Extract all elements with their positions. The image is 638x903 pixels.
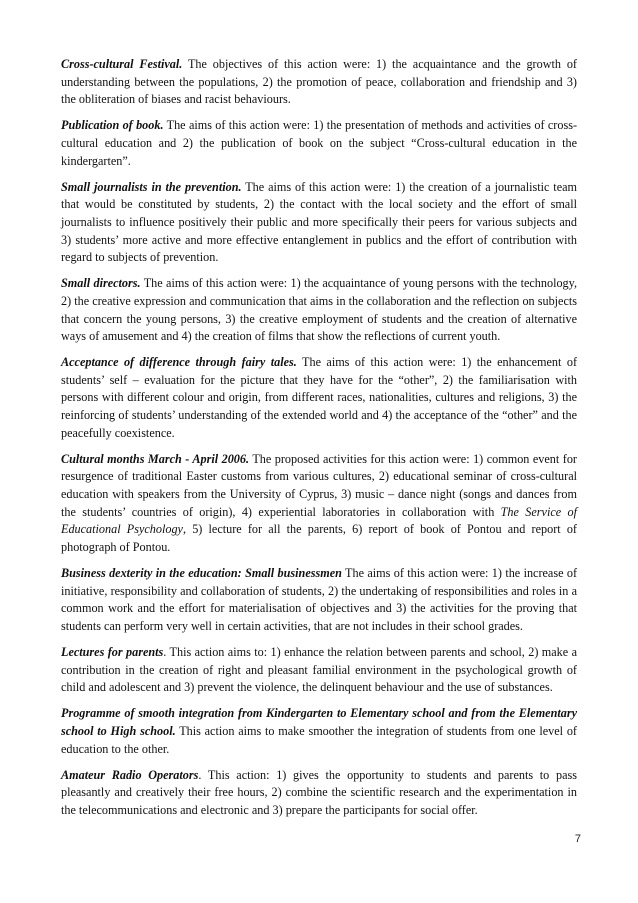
- paragraph-title-suffix: .: [163, 644, 167, 659]
- paragraph-cross-cultural-festival: [61, 56, 577, 109]
- paragraph-smooth-integration: [61, 705, 577, 758]
- paragraph-small-journalists: [61, 179, 577, 267]
- paragraph-amateur-radio: [61, 767, 577, 820]
- paragraph-text-after: , 5) lecture for all the parents, 6) report of book of Pontou and report of photograph of Pontou.: [61, 522, 577, 554]
- paragraph-small-directors: [61, 275, 577, 345]
- paragraph-title-suffix: .: [198, 767, 202, 782]
- paragraph-text: The aims of this action were: 1) the enhancement of students’ self – evaluation for the picture that they have for the “other”, 2) the familiarisation with persons with different colour and origin, from different races, nationalities, cultures and religions, 3) the reinforcing of students’ understanding of the extended world and 4) the acceptance of the “other” and the peacefully coexistence.: [61, 355, 577, 440]
- paragraph-title: Cross-cultural Festival.: [61, 57, 183, 71]
- paragraph-text: The aims of this action were: 1) the increase of initiative, responsibility and collaboration of students, 2) the undertaking of responsibilities and roles in a common work and the effort for materialisation of objectives and 3) the activities for the proving that students can perform very well in certain activities, that are not includes in their school grades.: [61, 566, 578, 633]
- paragraph-title: Acceptance of difference through fairy tales.: [61, 355, 297, 370]
- paragraph-text: The aims of this action were: 1) the acquaintance of young persons with the technology, 2) the creative expression and communication that aims in the collaboration and the reflection on subjects that concern the young persons, 3) the creative employment of students and the creation of alternative ways of amusement and 4) the creation of films that show the reflections of current youth.: [61, 276, 577, 344]
- paragraph-text: This action aims to make smoother the integration of students from one level of education to the other.: [61, 723, 577, 756]
- paragraph-cultural-months: [61, 451, 577, 557]
- paragraph-text: The objectives of this action were: 1) the acquaintance and the growth of understanding between the populations, 2) the promotion of peace, collaboration and friendship and 3) the obliteration of biases and racist behaviours.: [61, 57, 577, 107]
- paragraph-publication-of-book: [61, 117, 577, 170]
- paragraph-title: Programme of smooth integration from Kindergarten to Elementary school and from the Elementary school to High school.: [61, 706, 577, 738]
- paragraph-title: Cultural months March - April 2006.: [61, 451, 250, 466]
- paragraph-title: Small directors.: [61, 276, 141, 291]
- paragraph-title: Publication of book.: [61, 118, 164, 133]
- paragraph-text: The aims of this action were: 1) the presentation of methods and activities of cross-cultural education and 2) the publication of book on the subject “Cross-cultural education in the kindergarten”.: [61, 118, 577, 168]
- paragraph-acceptance-of-difference: [61, 354, 577, 442]
- paragraph-title: Business dexterity in the education: Small businessmen: [61, 566, 342, 580]
- paragraph-title: Small journalists in the prevention.: [61, 179, 242, 194]
- paragraph-text: This action: 1) gives the opportunity to students and parents to pass pleasantly and creatively their free hours, 2) combine the scientific research and the experimentation in the telecommunications and electronic and 3) prepare the participants for social offer.: [61, 767, 577, 817]
- paragraph-text: This action aims to: 1) enhance the relation between parents and school, 2) make a contribution in the creation of right and pleasant familial environment in the psychological growth of child and adolescent and 3) prevent the violence, the delinquent behaviour and the use of substances.: [61, 644, 577, 695]
- paragraph-title: Amateur Radio Operators: [61, 767, 199, 782]
- paragraph-business-dexterity: [61, 565, 577, 635]
- body-text: [61, 56, 577, 828]
- paragraph-italic-text: The Service of Educational Psychology: [61, 504, 577, 537]
- paragraph-text: The aims of this action were: 1) the creation of a journalistic team that would be constituted by students, 2) the contact with the local society and the effort of small journalists to influence positively their public and more specifically their peers for various subjects and 3) students’ more active and more effective entanglement in publics and the effort of contribution with regard to subjects of prevention.: [61, 179, 577, 265]
- paragraph-title: Lectures for parents: [61, 644, 164, 659]
- paragraph-text: The proposed activities for this action were: 1) common event for resurgence of traditional Easter customs from various cultures, 2) educational seminar of cross-cultural education with speakers from the University of Cyprus, 3) music – dance night (songs and dances from the students’ countries of origin), 4) experiential laboratories in collaboration with: [61, 451, 577, 519]
- paragraph-lectures-for-parents: [61, 644, 577, 697]
- page-number: 7: [574, 833, 581, 845]
